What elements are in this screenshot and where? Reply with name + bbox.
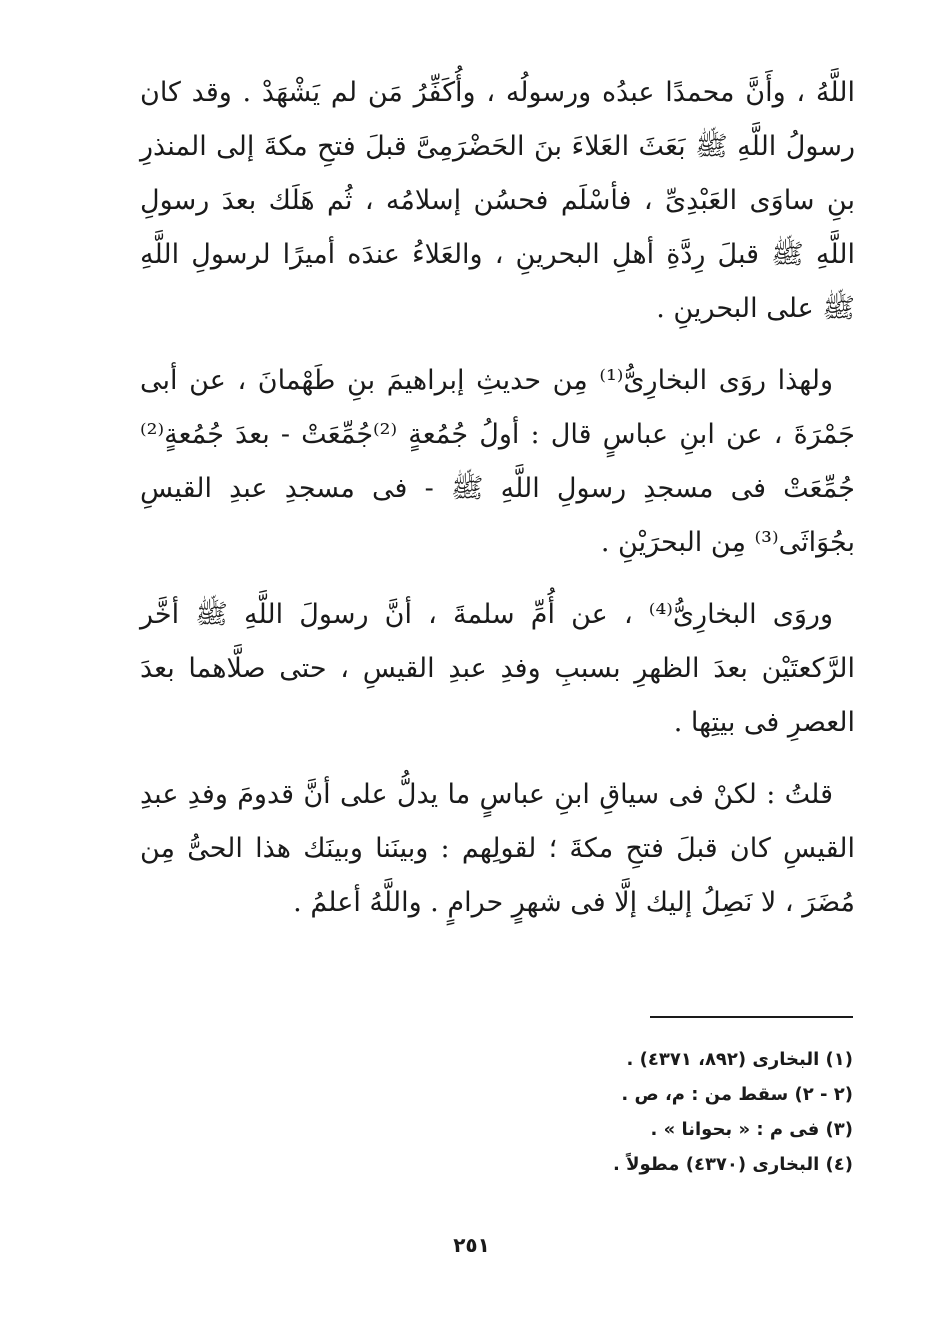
footnote-4: (٤) البخارى (٤٣٧٠) مطولاً . [612, 1154, 853, 1175]
main-text [140, 66, 855, 948]
footnote-2: (٢ - ٢) سقط من : م، ص . [621, 1084, 853, 1105]
paragraph-3: وروَى البخارِىُّ⁽⁴⁾ ، عن أُمِّ سلمةَ ، أنَّ رسولَ اللَّهِ ﷺ أخَّر الرَّكعتَيْن بعدَ الظهرِ بسببِ وفدِ عبدِ القيسِ ، حتى صلَّاهما بعدَ العصرِ فى بيتِها . [140, 599, 855, 738]
footnotes [453, 1042, 853, 1182]
page-number: ٢٥١ [453, 1233, 490, 1257]
paragraph-2: ولهذا روَى البخارِىُّ⁽¹⁾ مِن حديثِ إبراهيمَ بنِ طَهْمانَ ، عن أبى جَمْرَةَ ، عن ابنِ عباسٍ قال : أولُ جُمُعةٍ ⁽²⁾جُمِّعَتْ - بعدَ جُمُعةٍ⁽²⁾ جُمِّعَتْ فى مسجدِ رسولِ اللَّهِ ﷺ - فى مسجدِ عبدِ القيسِ بجُوَاثَى⁽³⁾ مِن البحرَيْنِ . [140, 365, 855, 558]
footnote-divider [650, 1016, 853, 1018]
footnote-3: (٣) فى م : « بحوانا » . [650, 1119, 853, 1140]
paragraph-1: اللَّهُ ، وأَنَّ محمدًا عبدُه ورسولُه ، وأُكَفِّرُ مَن لم يَشْهَدْ . وقد كان رسولُ اللَّهِ ﷺ بَعَثَ العَلاءَ بنَ الحَضْرَمِىَّ قبلَ فتحِ مكةَ إلى المنذرِ بنِ ساوَى العَبْدِىِّ ، فأسْلَم فحسُن إسلامُه ، ثُم هَلَك بعدَ رسولِ اللَّهِ ﷺ قبلَ رِدَّةِ أهلِ البحرينِ ، والعَلاءُ عندَه أميرًا لرسولِ اللَّهِ ﷺ على البحرينِ . [140, 77, 855, 324]
footnote-1: (١) البخارى (٨٩٢، ٤٣٧١) . [626, 1049, 853, 1070]
paragraph-4: قلتُ : لكنْ فى سياقِ ابنِ عباسٍ ما يدلُّ على أنَّ قدومَ وفدِ عبدِ القيسِ كان قبلَ فتحِ مكةَ ؛ لقولِهم : وبينَنا وبينَك هذا الحىُّ مِن مُضَرَ ، لا نَصِلُ إليك إلَّا فى شهرٍ حرامٍ . واللَّهُ أعلمُ . [140, 779, 855, 918]
